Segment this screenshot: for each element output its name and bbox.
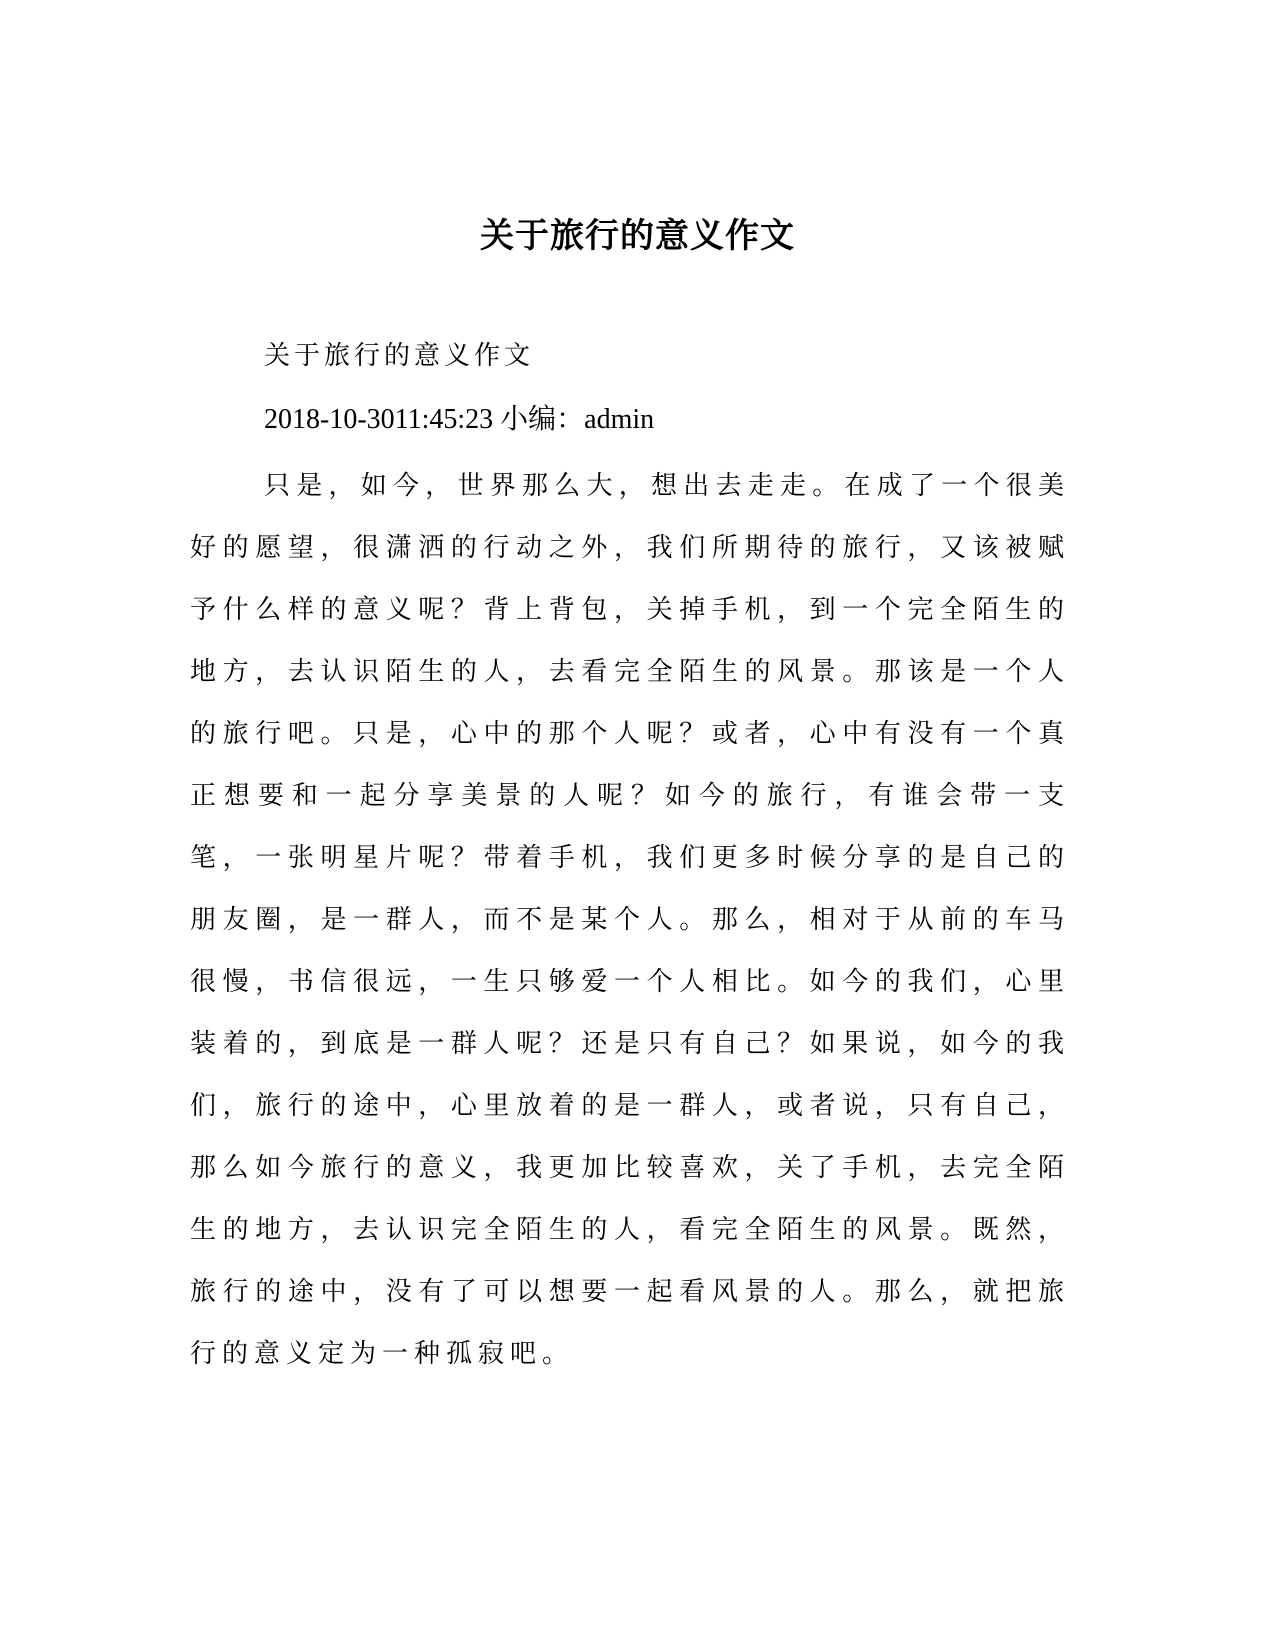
document-meta: 2018-10-3011:45:23 小编：admin xyxy=(264,404,655,435)
document-paragraph: 只是，如今，世界那么大，想出去走走。在成了一个很美好的愿望，很潇洒的行动之外，我们所期待的旅行，又该被赋予什么样的意义呢？背上背包，关掉手机，到一个完全陌生的地方，去认识陌生的人，去看完全陌生的风景。那该是一个人的旅行吧。只是，心中的那个人呢？或者，心中有没有一个真正想要和一起分享美景的人呢？如今的旅行，有谁会带一支笔，一张明星片呢？带着手机，我们更多时候分享的是自己的朋友圈，是一群人，而不是某个人。那么，相对于从前的车马很慢，书信很远，一生只够爱一个人相比。如今的我们，心里装着的，到底是一群人呢？还是只有自己？如果说，如今的我们，旅行的途中，心里放着的是一群人，或者说，只有自己，那么如今旅行的意义，我更加比较喜欢，关了手机，去完全陌生的地方，去认识完全陌生的人，看完全陌生的风景。既然，旅行的途中，没有了可以想要一起看风景的人。那么，就把旅行的意义定为一种孤寂吧。 xyxy=(190,471,1070,1369)
document-title: 关于旅行的意义作文 xyxy=(480,216,795,256)
document-subtitle: 关于旅行的意义作文 xyxy=(264,341,535,371)
